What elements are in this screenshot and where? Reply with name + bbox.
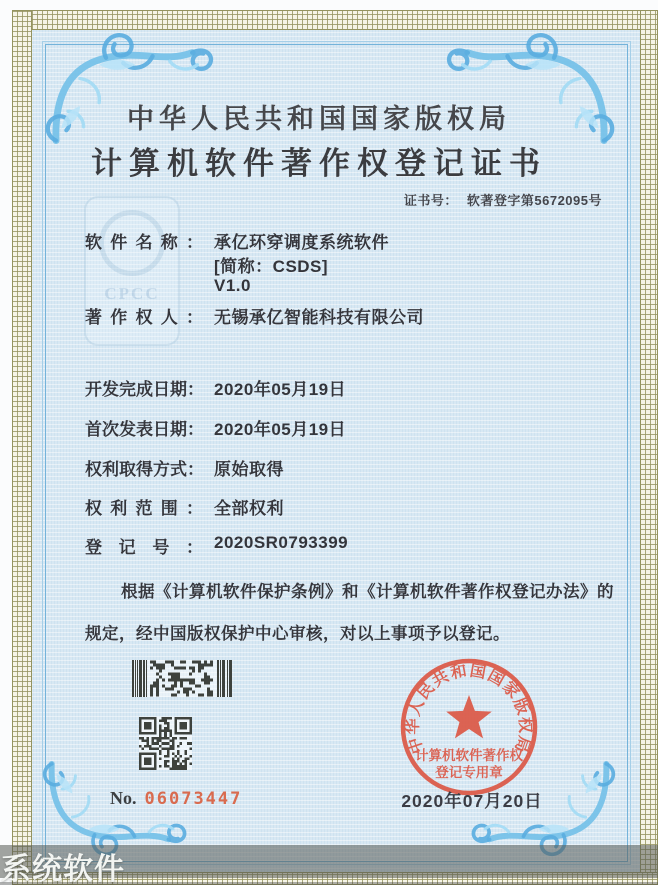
barcode: [132, 660, 232, 697]
cpcc-watermark-text: CPCC: [104, 284, 160, 303]
corner-flourish-bottom-left: [36, 761, 196, 857]
field-value: 承亿环穿调度系统软件: [214, 233, 389, 252]
field-value: 全部权利: [214, 499, 284, 518]
field-rights-acquisition: [85, 455, 284, 480]
field-software-version: [85, 276, 251, 296]
field-value: 原始取得: [214, 460, 284, 479]
field-label: 首次发表日期：: [85, 420, 204, 439]
field-label: 权利范围：: [85, 499, 203, 518]
certificate-title: 计算机软件著作权登记证书: [91, 146, 547, 181]
caption-text: 系统软件: [1, 853, 125, 885]
field-value: 2020SR0793399: [214, 533, 349, 552]
field-value: 无锡承亿智能科技有限公司: [214, 308, 424, 327]
meander-border-top: [12, 10, 658, 30]
field-label: 著作权人：: [85, 308, 203, 327]
certificate-number-line: [404, 190, 602, 209]
issue-date: 2020年07月20日: [401, 791, 543, 811]
field-first-publish-date: [85, 415, 346, 440]
caption-overlay: [0, 845, 658, 885]
certificate-number-label: 证书号：: [403, 193, 458, 208]
field-registration-number: [85, 533, 348, 558]
field-value: 2020年05月19日: [214, 380, 347, 399]
serial-number-line: [110, 788, 242, 809]
field-label: 登记号：: [85, 538, 203, 557]
serial-number: 06073447: [144, 789, 243, 809]
field-value: 2020年05月19日: [214, 420, 347, 439]
seal-text-line2: 登记专用章: [435, 765, 503, 780]
field-copyright-owner: [85, 303, 424, 328]
meander-border-right: [640, 10, 658, 885]
issuing-authority: 中华人民共和国国家版权局: [127, 104, 511, 134]
qr-code: [139, 717, 192, 770]
field-label: 软件名称：: [85, 233, 203, 252]
field-software-name: [85, 228, 389, 253]
official-seal: [397, 655, 541, 799]
serial-label: No.: [110, 788, 137, 808]
certificate-number-value: 软著登字第5672095号: [466, 193, 602, 208]
field-dev-complete-date: [85, 375, 346, 400]
field-label: 权利取得方式：: [85, 460, 204, 479]
field-rights-scope: [85, 494, 284, 519]
field-label: 开发完成日期：: [85, 380, 204, 399]
field-software-shortname: [85, 252, 328, 277]
field-value: [简称：CSDS]: [214, 257, 329, 276]
field-value: V1.0: [214, 276, 251, 295]
seal-text-line1: 计算机软件著作权: [415, 748, 523, 763]
seal-ring-text: 中华人民共和国国家版权局: [404, 662, 534, 756]
statement-line-2: 规定，经中国版权保护中心审核，对以上事项予以登记。: [85, 625, 510, 643]
statement-line-1: 根据《计算机软件保护条例》和《计算机软件著作权登记办法》的: [121, 583, 614, 601]
seal-star: [446, 695, 492, 738]
